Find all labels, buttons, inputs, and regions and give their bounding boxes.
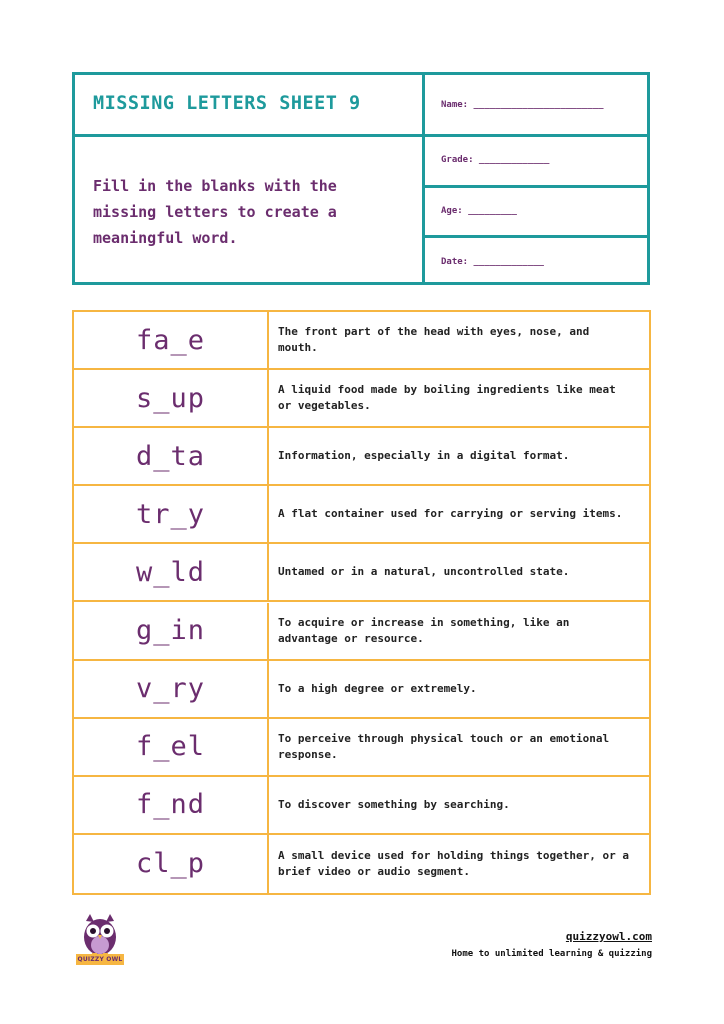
table-row — [74, 835, 649, 893]
word-definition: A liquid food made by boiling ingredients like meat or vegetables. — [278, 383, 616, 413]
missing-letter-word[interactable]: w_ld — [135, 556, 206, 588]
word-definition: A small device used for holding things together, or a brief video or audio segment. — [278, 848, 629, 878]
column-divider — [267, 544, 269, 600]
name-field[interactable]: Name: ________________________ — [441, 100, 604, 110]
column-divider — [267, 312, 269, 368]
table-row — [74, 719, 649, 777]
missing-letter-word[interactable]: s_up — [135, 382, 206, 414]
missing-letter-word[interactable]: g_in — [135, 615, 206, 647]
word-definition: To discover something by searching. — [278, 797, 510, 811]
word-definition: The front part of the head with eyes, nose, and mouth. — [278, 325, 590, 355]
missing-letter-word[interactable]: tr_y — [135, 498, 206, 530]
word-definition: To a high degree or extremely. — [278, 681, 477, 695]
header-divider-grade — [422, 185, 647, 188]
column-divider — [267, 719, 269, 775]
missing-letter-word[interactable]: f_nd — [135, 789, 206, 821]
worksheet-header — [72, 72, 650, 285]
page-title: MISSING LETTERS SHEET 9 — [93, 93, 361, 114]
site-tagline: Home to unlimited learning & quizzing — [451, 949, 652, 959]
word-definition: Untamed or in a natural, uncontrolled state. — [278, 565, 570, 579]
missing-letter-word[interactable]: v_ry — [135, 673, 206, 705]
header-divider-main — [75, 134, 647, 137]
site-link[interactable]: quizzyowl.com — [565, 930, 652, 943]
column-divider — [267, 603, 269, 659]
word-definition: To acquire or increase in something, like an advantage or resource. — [278, 615, 570, 645]
date-field[interactable]: Date: _____________ — [441, 257, 544, 267]
logo-badge: QUIZZY OWL — [77, 956, 123, 963]
table-row — [74, 777, 649, 835]
table-row — [74, 428, 649, 486]
column-divider — [267, 661, 269, 717]
table-row — [74, 603, 649, 661]
header-divider-vertical — [422, 75, 425, 282]
missing-letter-word[interactable]: fa_e — [135, 324, 206, 356]
word-definition: To perceive through physical touch or an emotional response. — [278, 731, 610, 761]
word-definition: Information, especially in a digital format. — [278, 449, 570, 463]
age-field[interactable]: Age: _________ — [441, 206, 517, 216]
column-divider — [267, 428, 269, 484]
missing-letters-table — [72, 310, 651, 895]
column-divider — [267, 486, 269, 542]
instructions-text: Fill in the blanks with the missing letters to create a meaningful word. — [93, 177, 337, 247]
table-row — [74, 486, 649, 544]
missing-letter-word[interactable]: d_ta — [135, 440, 206, 472]
table-row — [74, 544, 649, 602]
table-row — [74, 661, 649, 719]
missing-letter-word[interactable]: f_el — [135, 731, 206, 763]
grade-field[interactable]: Grade: _____________ — [441, 155, 550, 165]
table-row — [74, 312, 649, 370]
column-divider — [267, 777, 269, 833]
column-divider — [267, 370, 269, 426]
missing-letter-word[interactable]: cl_p — [135, 848, 206, 880]
table-row — [74, 370, 649, 428]
column-divider — [267, 835, 269, 893]
header-divider-age — [422, 235, 647, 238]
word-definition: A flat container used for carrying or serving items. — [278, 507, 623, 521]
